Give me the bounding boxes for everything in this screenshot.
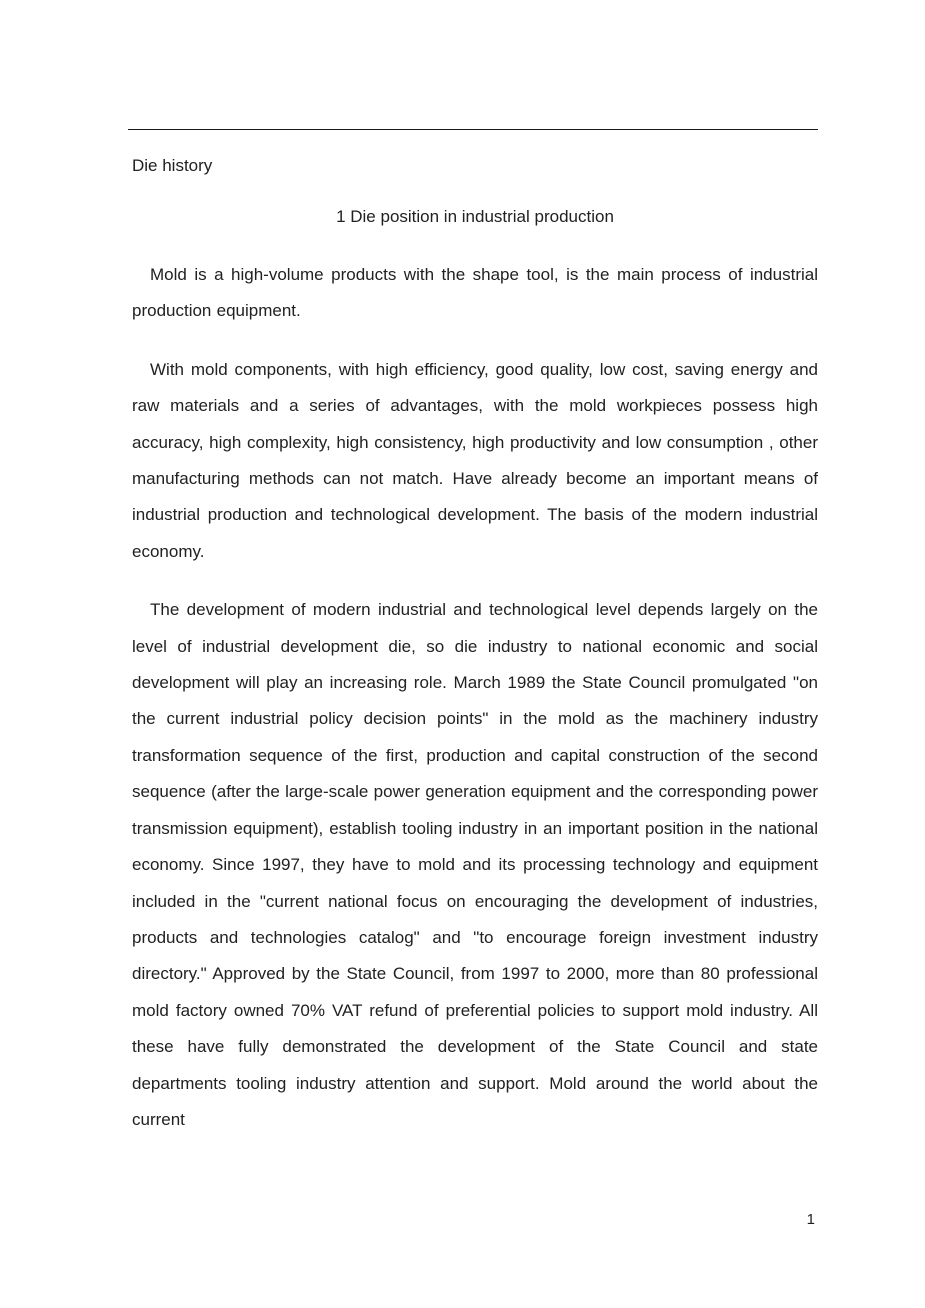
paragraph-2: With mold components, with high efficiency, good quality, low cost, saving energy and raw materials and a series of advantages, with the mold workpieces possess high accuracy, high complexity, high consistency, high productivity and low consumption , other manufacturing methods can not match. Have already become an important means of industrial production and technological development. The basis of the modern industrial economy. xyxy=(132,359,818,561)
document-content xyxy=(132,148,818,1160)
header-rule xyxy=(128,129,818,130)
paragraph-1: Mold is a high-volume products with the shape tool, is the main process of industrial production equipment. xyxy=(132,265,818,321)
paragraph-3: The development of modern industrial and technological level depends largely on the level of industrial development die, so die industry to national economic and social development will play an increasing role. March 1989 the State Council promulgated "on the current industrial policy decision points" in the mold as the machinery industry transformation sequence of the first, production and capital construction of the second sequence (after the large-scale power generation equipment and the corresponding power transmission equipment), establish tooling industry in an important position in the national economy. Since 1997, they have to mold and its processing technology and equipment included in the "current national focus on encouraging the development of industries, products and technologies catalog" and "to encourage foreign investment industry directory." Approved by the State Council, from 1997 to 2000, more than 80 professional mold factory owned 70% VAT refund of preferential policies to support mold industry. All these have fully demonstrated the development of the State Council and state departments tooling industry attention and support. Mold around the world about the current xyxy=(132,600,818,1129)
document-header-text: Die history xyxy=(132,156,213,175)
section-title: 1 Die position in industrial production xyxy=(336,207,614,226)
page-number: 1 xyxy=(806,1211,815,1228)
